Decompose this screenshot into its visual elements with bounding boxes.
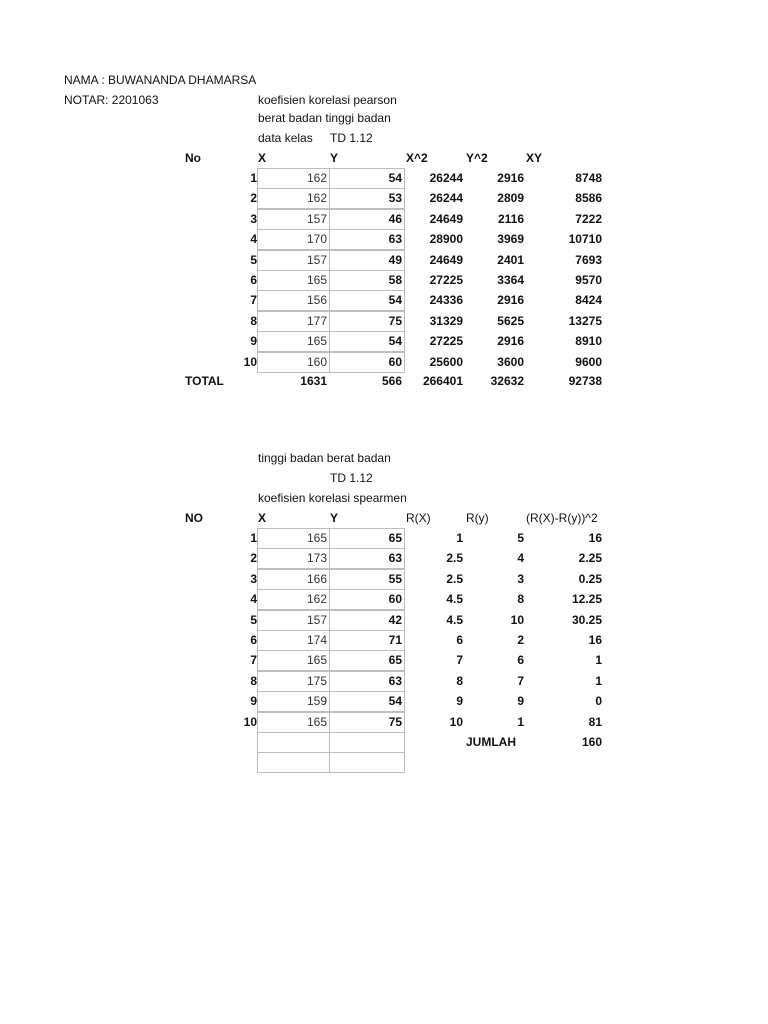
pearson-row-y2: 2916 (497, 171, 524, 185)
pearson-row-y2: 2916 (497, 334, 524, 349)
spearman-row-d2: 16 (588, 633, 602, 647)
pearson-row-x: 156 (306, 293, 327, 308)
student-notar: NOTAR: 2201063 (64, 93, 159, 107)
spearman-row-ry: 4 (517, 551, 524, 566)
pearson-row-x2: 31329 (429, 313, 463, 328)
spearman-row-no: 1 (250, 531, 257, 545)
pearson-row-x2: 24649 (429, 211, 463, 226)
pearson-header-cell: X (258, 151, 267, 165)
spearman-row-no: 5 (250, 612, 257, 627)
pearson-row-x: 162 (306, 191, 327, 206)
spearman-row-rx: 2.5 (446, 551, 463, 566)
pearson-row-y: 75 (388, 313, 402, 328)
spearman-row-x: 157 (306, 612, 327, 627)
pearson-row-no: 1 (250, 171, 257, 185)
pearson-row-x2: 26244 (429, 191, 463, 206)
spearman-header-cell: R(X) (406, 511, 431, 525)
spearman-row-d2: 81 (588, 714, 602, 729)
spearman-row-x: 165 (306, 714, 327, 729)
pearson-row-y: 63 (388, 232, 402, 247)
pearson-row-y: 60 (388, 354, 402, 369)
pearson-header-cell: Y^2 (466, 151, 488, 165)
spearman-row-no: 9 (250, 694, 257, 709)
pearson-total-y2: 32632 (490, 374, 524, 388)
spearman-row-ry: 3 (517, 571, 524, 586)
spearman-header-cell: X (258, 511, 267, 525)
spearman-row-rx: 10 (449, 714, 463, 729)
spearman-row-x: 165 (306, 653, 327, 668)
spearman-empty-cell (257, 752, 330, 773)
pearson-row-x: 165 (306, 334, 327, 349)
spearman-row-d2: 12.25 (571, 592, 602, 607)
pearson-row-y: 54 (388, 293, 402, 308)
pearson-row-x: 165 (306, 273, 327, 287)
pearson-row-xy: 7222 (575, 211, 602, 226)
pearson-row-xy: 8586 (575, 191, 602, 206)
pearson-row-y2: 3364 (497, 273, 524, 287)
pearson-row-xy: 13275 (568, 313, 602, 328)
pearson-total-x: 1631 (300, 374, 327, 388)
spearman-row-no: 8 (250, 673, 257, 688)
spearman-row-x: 162 (306, 592, 327, 607)
pearson-row-y2: 3600 (497, 354, 524, 369)
pearson-total-x2: 266401 (422, 374, 463, 388)
spearman-row-y: 71 (388, 633, 402, 647)
pearson-row-x2: 26244 (429, 171, 463, 185)
pearson-row-x2: 28900 (429, 232, 463, 247)
pearson-row-xy: 8910 (575, 334, 602, 349)
spearman-row-y: 55 (388, 571, 402, 586)
spearman-row-ry: 8 (517, 592, 524, 607)
spearman-row-y: 65 (388, 653, 402, 668)
spearman-empty-cell (329, 752, 405, 773)
spearman-row-rx: 2.5 (446, 571, 463, 586)
spearman-row-rx: 4.5 (446, 592, 463, 607)
spearman-row-y: 63 (388, 673, 402, 688)
pearson-header-cell: Y (330, 151, 339, 165)
spearman-row-ry: 7 (517, 673, 524, 688)
pearson-header-cell: X^2 (406, 151, 428, 165)
spearman-row-d2: 30.25 (571, 612, 602, 627)
pearson-row-xy: 8748 (575, 171, 602, 185)
spearman-row-d2: 0 (595, 694, 602, 709)
pearson-row-x: 162 (306, 171, 327, 185)
spearman-row-no: 3 (250, 571, 257, 586)
spearman-row-x: 165 (306, 531, 327, 545)
pearson-total-label: TOTAL (185, 374, 224, 388)
spearman-row-d2: 1 (595, 673, 602, 688)
spearman-row-y: 54 (388, 694, 402, 709)
pearson-row-x: 160 (306, 354, 327, 369)
pearson-row-y: 54 (388, 171, 402, 185)
spearman-row-ry: 9 (517, 694, 524, 709)
spearman-header-cell: R(y) (466, 511, 489, 525)
pearson-row-xy: 7693 (575, 252, 602, 267)
spearman-row-ry: 1 (517, 714, 524, 729)
pearson-row-y2: 2401 (497, 252, 524, 267)
pearson-total-xy: 92738 (568, 374, 602, 388)
spearman-empty-cell (257, 732, 330, 753)
spearman-row-y: 63 (388, 551, 402, 566)
spearman-row-no: 4 (250, 592, 257, 607)
pearson-row-y2: 3969 (497, 232, 524, 247)
pearson-total-y: 566 (381, 374, 402, 388)
spearman-subtitle: tinggi badan berat badan (258, 451, 391, 465)
pearson-row-x2: 25600 (429, 354, 463, 369)
spearman-row-ry: 10 (510, 612, 524, 627)
spearman-row-x: 159 (306, 694, 327, 709)
spearman-sum-label: JUMLAH (466, 735, 516, 749)
spearman-title: koefisien korelasi spearmen (258, 491, 407, 505)
pearson-row-x: 170 (306, 232, 327, 247)
pearson-row-no: 10 (243, 354, 257, 369)
spearman-row-no: 10 (243, 714, 257, 729)
spearman-row-x: 175 (306, 673, 327, 688)
spearman-row-x: 166 (306, 571, 327, 586)
pearson-row-y: 58 (388, 273, 402, 287)
spearman-row-y: 42 (388, 612, 402, 627)
pearson-row-no: 4 (250, 232, 257, 247)
spearman-row-ry: 6 (517, 653, 524, 668)
pearson-header-cell: XY (526, 151, 543, 165)
spearman-row-d2: 16 (588, 531, 602, 545)
spearman-header-cell: Y (330, 511, 339, 525)
spearman-row-rx: 8 (456, 673, 463, 688)
pearson-row-xy: 8424 (575, 293, 602, 308)
pearson-row-y: 54 (388, 334, 402, 349)
pearson-row-x: 157 (306, 252, 327, 267)
spearman-row-d2: 1 (595, 653, 602, 668)
pearson-row-y: 46 (388, 211, 402, 226)
pearson-data-label: data kelas (258, 131, 313, 145)
pearson-row-y2: 5625 (497, 313, 524, 328)
pearson-row-xy: 9570 (575, 273, 602, 287)
spearman-row-y: 65 (388, 531, 402, 545)
pearson-row-x: 157 (306, 211, 327, 226)
spearman-header-cell: (R(X)-R(y))^2 (526, 511, 598, 525)
spearman-row-ry: 5 (517, 531, 524, 545)
spearman-row-x: 174 (306, 633, 327, 647)
pearson-row-x2: 24336 (429, 293, 463, 308)
spearman-td: TD 1.12 (330, 471, 373, 485)
spearman-row-no: 7 (250, 653, 257, 668)
pearson-row-xy: 9600 (575, 354, 602, 369)
pearson-row-y2: 2116 (497, 211, 524, 226)
spearman-row-d2: 0.25 (578, 571, 602, 586)
spearman-row-ry: 2 (517, 633, 524, 647)
pearson-row-no: 7 (250, 293, 257, 308)
pearson-row-no: 6 (250, 273, 257, 287)
spearman-header-cell: NO (185, 511, 203, 525)
spearman-row-y: 75 (388, 714, 402, 729)
pearson-row-no: 2 (250, 191, 257, 206)
pearson-row-y: 53 (388, 191, 402, 206)
spearman-row-rx: 4.5 (446, 612, 463, 627)
pearson-td: TD 1.12 (330, 131, 373, 145)
spearman-row-x: 173 (306, 551, 327, 566)
pearson-row-x2: 24649 (429, 252, 463, 267)
pearson-header-cell: No (185, 151, 201, 165)
spearman-row-y: 60 (388, 592, 402, 607)
pearson-row-no: 8 (250, 313, 257, 328)
pearson-row-x: 177 (306, 313, 327, 328)
pearson-row-y: 49 (388, 252, 402, 267)
student-name: NAMA : BUWANANDA DHAMARSA (64, 73, 257, 87)
spearman-row-rx: 7 (456, 653, 463, 668)
pearson-row-no: 3 (250, 211, 257, 226)
pearson-row-xy: 10710 (568, 232, 602, 247)
spearman-row-no: 2 (250, 551, 257, 566)
pearson-subtitle: berat badan tinggi badan (258, 111, 391, 125)
pearson-row-no: 5 (250, 252, 257, 267)
spearman-empty-cell (329, 732, 405, 753)
spearman-row-rx: 9 (456, 694, 463, 709)
spearman-sum-value: 160 (581, 735, 602, 749)
pearson-row-x2: 27225 (429, 273, 463, 287)
spearman-row-rx: 6 (456, 633, 463, 647)
spearman-row-no: 6 (250, 633, 257, 647)
pearson-row-x2: 27225 (429, 334, 463, 349)
pearson-row-y2: 2809 (497, 191, 524, 206)
pearson-title: koefisien korelasi pearson (258, 93, 397, 107)
spearman-row-rx: 1 (456, 531, 463, 545)
spearman-row-d2: 2.25 (578, 551, 602, 566)
pearson-row-no: 9 (250, 334, 257, 349)
pearson-row-y2: 2916 (497, 293, 524, 308)
